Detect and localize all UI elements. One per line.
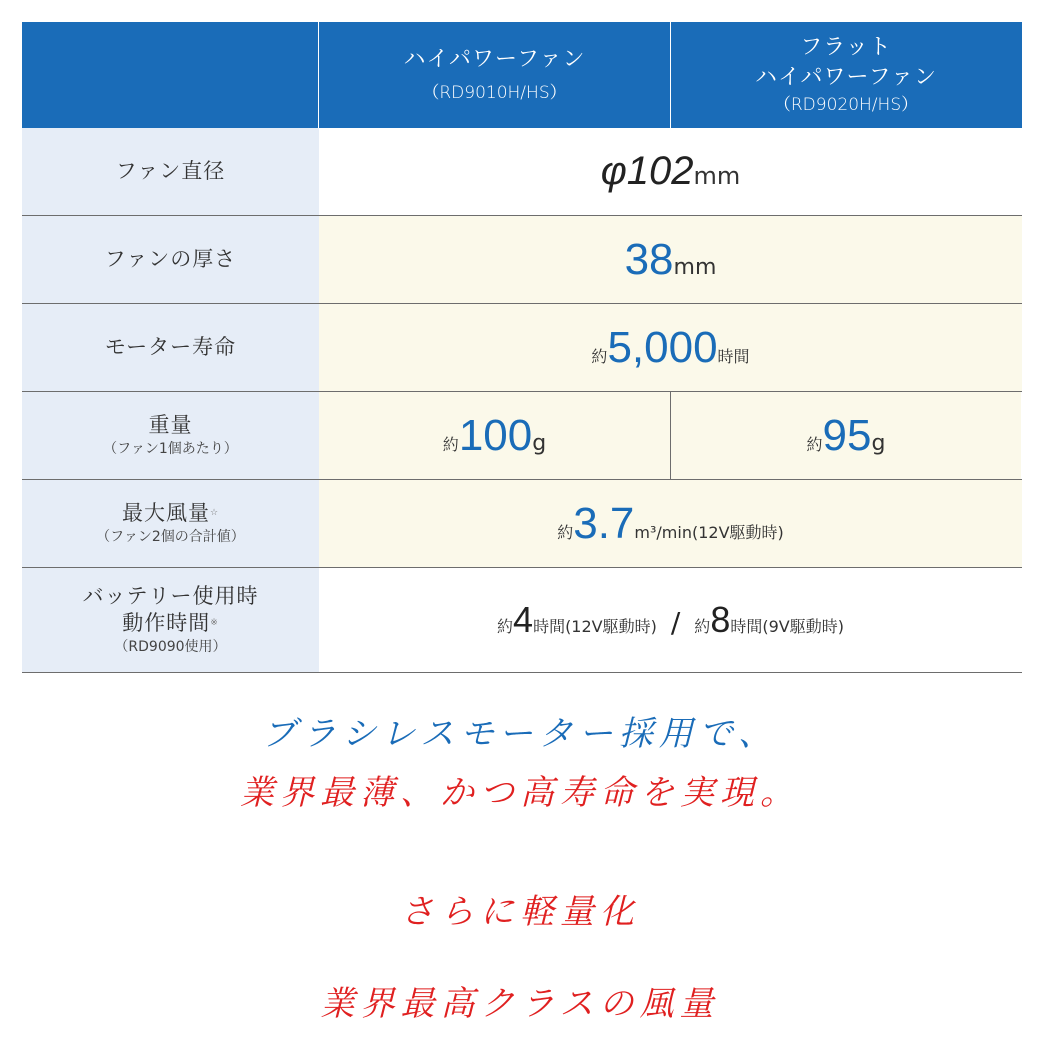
row-label-line2-wrap — [122, 610, 219, 637]
thickness-unit: mm — [673, 254, 717, 280]
row-label: 最大風量 — [121, 501, 210, 525]
row-sublabel: （ファン2個の合計値） — [96, 529, 245, 545]
airflow-unit: m³/min(12V駆動時) — [634, 522, 784, 542]
tagline-thinnest-long-life: 業界最薄、かつ高寿命を実現。 — [240, 773, 800, 813]
diameter-unit: mm — [693, 162, 741, 190]
header-col2-name-line1: フラット — [800, 35, 892, 60]
row-value-cell — [319, 304, 1022, 391]
row-sublabel: （ファン1個あたり） — [103, 441, 238, 457]
row-label-cell — [22, 128, 319, 215]
weight-value-left: 100 — [458, 410, 533, 460]
table-row-motor-life — [22, 304, 1022, 392]
header-flat-high-power-fan — [670, 22, 1021, 128]
row-label-cell — [22, 480, 319, 567]
header-col1-model: （RD9010H/HS） — [422, 83, 567, 103]
row-value-cell — [319, 480, 1022, 567]
battery-time-12v-value: 4 — [513, 599, 534, 640]
motor-life-unit: 時間 — [717, 346, 750, 366]
approx-prefix: 約 — [557, 522, 574, 542]
approx-prefix: 約 — [806, 434, 823, 454]
table-row-battery-time — [22, 568, 1022, 673]
weight-unit-right: g — [871, 430, 886, 456]
spec-table — [22, 22, 1022, 673]
table-header-row — [22, 22, 1022, 128]
row-label: 重量 — [148, 413, 193, 437]
table-row-weight — [22, 392, 1022, 480]
star-mark: ☆ — [209, 508, 220, 518]
row-label-line1: バッテリー使用時 — [82, 584, 259, 608]
approx-prefix: 約 — [497, 617, 514, 636]
airflow-value: 3.7 — [573, 498, 635, 548]
weight-unit-left: g — [532, 430, 547, 456]
header-high-power-fan — [319, 22, 670, 128]
row-value-cell — [319, 568, 1022, 672]
row-value-cell — [319, 216, 1022, 303]
battery-time-12v-unit: 時間(12V駆動時) — [533, 617, 657, 636]
approx-prefix: 約 — [694, 617, 711, 636]
row-label-cell — [22, 216, 319, 303]
row-label-cell — [22, 392, 319, 479]
tagline-top-airflow: 業界最高クラスの風量 — [320, 984, 720, 1024]
table-row-fan-thickness — [22, 216, 1022, 304]
table-row-max-airflow — [22, 480, 1022, 568]
row-label-wrap — [122, 500, 219, 527]
header-col1-name: ハイパワーファン — [403, 47, 586, 72]
row-label: ファンの厚さ — [104, 247, 237, 271]
row-label: モーター寿命 — [104, 335, 237, 359]
battery-time-9v-value: 8 — [710, 599, 731, 640]
row-value-cell — [319, 128, 1022, 215]
approx-prefix: 約 — [591, 346, 608, 366]
row-label: ファン直径 — [115, 159, 226, 183]
header-empty-cell — [22, 22, 319, 128]
separator: / — [670, 606, 681, 639]
row-label-cell — [22, 304, 319, 391]
thickness-value: 38 — [624, 234, 674, 284]
motor-life-value: 5,000 — [607, 322, 718, 372]
diameter-value: φ102 — [600, 149, 694, 193]
weight-value-right: 95 — [822, 410, 872, 460]
tagline-lighter: さらに軽量化 — [400, 892, 640, 932]
row-label-cell — [22, 568, 319, 672]
battery-time-9v-unit: 時間(9V駆動時) — [730, 617, 844, 636]
row-value-cell-left — [319, 392, 670, 479]
row-label-line2: 動作時間 — [122, 611, 211, 635]
star-mark: ※ — [210, 618, 219, 628]
row-sublabel: （RD9090使用） — [114, 639, 227, 655]
row-value-cell-right — [670, 392, 1021, 479]
header-col2-model: （RD9020H/HS） — [773, 95, 919, 115]
tagline-brushless-motor: ブラシレスモーター採用で、 — [261, 714, 779, 754]
header-col2-name-line2: ハイパワーファン — [754, 65, 938, 90]
approx-prefix: 約 — [442, 434, 459, 454]
table-row-fan-diameter — [22, 128, 1022, 216]
